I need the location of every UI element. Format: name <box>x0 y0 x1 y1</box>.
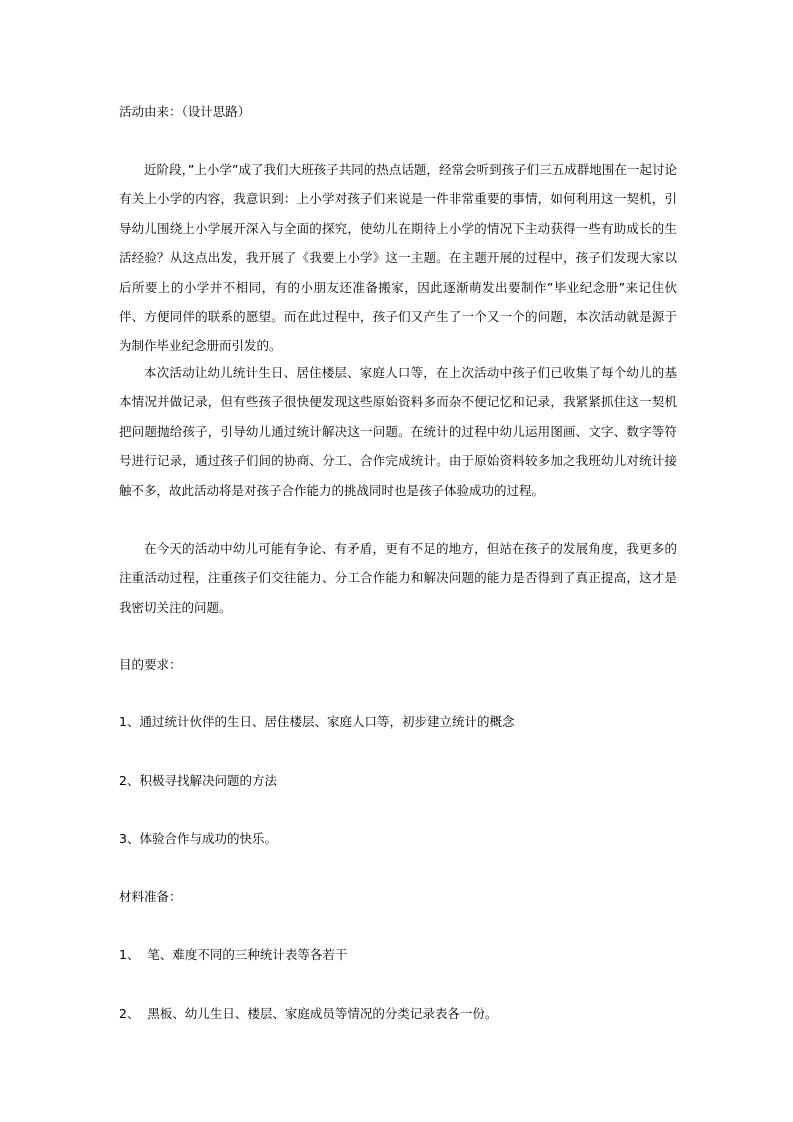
goal-item-3: 3、体验合作与成功的快乐。 <box>119 831 277 846</box>
section-heading-goals: 目的要求： <box>119 657 182 672</box>
paragraph-origin-3: 在今天的活动中幼儿可能有争论、有矛盾，更有不足的地方，但站在孩子的发展角度，我更多的注重活动过程，注重孩子们交往能力、分工合作能力和解决问题的能力是否得到了真正提高，这才是我密切关注的问题。 <box>119 541 677 615</box>
section-heading-origin: 活动由来：（设计思路） <box>119 104 251 119</box>
goal-item-2: 2、积极寻找解决问题的方法 <box>119 773 277 788</box>
section-heading-materials: 材料准备： <box>119 889 182 904</box>
material-item-2: 2、 黑板、幼儿生日、楼层、家庭成员等情况的分类记录表各一份。 <box>119 1006 498 1021</box>
material-item-1: 1、 笔、难度不同的三种统计表等各若干 <box>119 947 348 962</box>
goal-item-1: 1、通过统计伙伴的生日、居住楼层、家庭人口等，初步建立统计的概念 <box>119 714 515 729</box>
paragraph-origin-2: 本次活动让幼儿统计生日、居住楼层、家庭人口等，在上次活动中孩子们已收集了每个幼儿的基本情况并做记录，但有些孩子很快便发现这些原始资料多而杂不便记忆和记录，我紧紧抓住这一契机把问题抛给孩子，引导幼儿通过统计解决这一问题。在统计的过程中幼儿运用图画、文字、数字等符号进行记录，通过孩子们间的协商、分工、合作完成统计。由于原始资料较多加之我班幼儿对统计接触不多，故此活动将是对孩子合作能力的挑战同时也是孩子体验成功的过程。 <box>119 365 677 498</box>
paragraph-origin-1: 近阶段，”上小学”成了我们大班孩子共同的热点话题，经常会听到孩子们三五成群地围在一起讨论有关上小学的内容，我意识到：上小学对孩子们来说是一件非常重要的事情，如何利用这一契机，引导幼儿围绕上小学展开深入与全面的探究，使幼儿在期待上小学的情况下主动获得一些有助成长的生活经验？从这点出发，我开展了《我要上小学》这一主题。在主题开展的过程中，孩子们发现大家以后所要上的小学并不相同，有的小朋友还准备搬家，因此逐渐萌发出要制作”毕业纪念册”来记住伙伴、方便同伴的联系的愿望。而在此过程中，孩子们又产生了一个又一个的问题，本次活动就是源于为制作毕业纪念册而引发的。 <box>119 162 677 354</box>
